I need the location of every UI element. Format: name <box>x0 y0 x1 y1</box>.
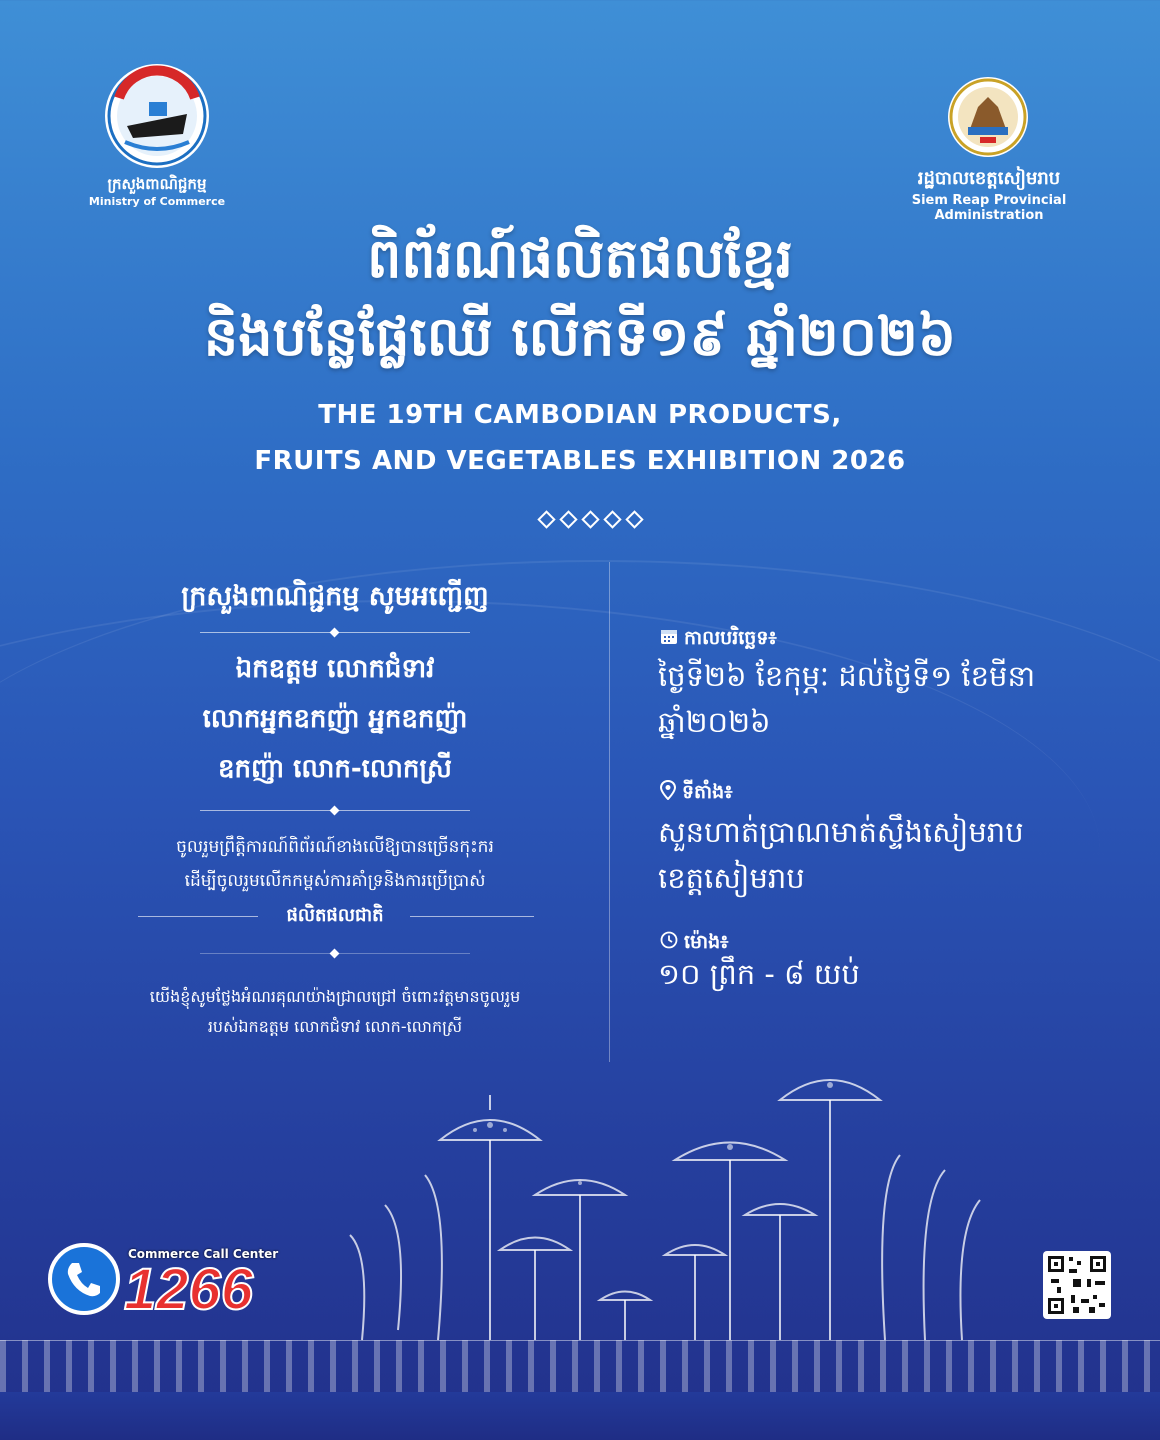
guests-line1: ឯកឧត្តម លោកជំទាវ <box>235 654 435 684</box>
call-center-number: 1266 <box>124 1257 254 1322</box>
siem-reap-logo <box>948 77 1028 157</box>
ministry-caption-en: Ministry of Commerce <box>88 195 226 208</box>
phone-icon <box>48 1243 120 1315</box>
date-line1: ថ្ងៃទី២៦ ខែកុម្ភៈ ដល់ថ្ងៃទី១ ខែមីនា <box>658 659 1036 693</box>
invitation-heading: ក្រសួងពាណិជ្ជកម្ម សូមអញ្ជើញ <box>181 581 489 612</box>
siem-reap-caption-en: Siem Reap Provincial Administration <box>911 193 1067 223</box>
date-label: កាលបរិច្ឆេទ៖ <box>684 627 777 649</box>
thanks-line1: យើងខ្ញុំសូមថ្លែងអំណរគុណយ៉ាងជ្រាលជ្រៅ ចំពោះវត្តមានចូលរួម <box>149 987 521 1006</box>
call-center-label: Commerce Call Center <box>128 1247 279 1261</box>
footer-band <box>0 1392 1160 1440</box>
location-label-row <box>660 780 733 808</box>
guests-line2: លោកអ្នកឧកញ៉ា អ្នកឧកញ៉ា <box>202 704 468 734</box>
thanks-line2: របស់ឯកឧត្តម លោកជំទាវ លោក-លោកស្រី <box>207 1017 463 1036</box>
time-value: ១០ ព្រឹក - ៨ យប់ <box>658 957 860 991</box>
location-line2: ខេត្តសៀមរាប <box>658 861 805 895</box>
highlight-national-products: ផលិតផលជាតិ <box>286 905 384 926</box>
ministry-logo <box>105 64 209 168</box>
date-label-row <box>660 626 777 654</box>
calendar-icon <box>660 627 678 650</box>
location-label: ទីតាំង៖ <box>682 781 733 803</box>
column-divider <box>609 562 610 1062</box>
title-km-line2: និងបន្លែផ្លែឈើ លើកទី១៩ ឆ្នាំ២០២៦ <box>203 305 957 368</box>
location-pin-icon <box>660 780 676 805</box>
body-line1: ចូលរួមព្រឹត្តិការណ៍ពិព័រណ៍ខាងលើឱ្យបានច្រើនកុះករ <box>176 837 494 857</box>
time-label: ម៉ោង៖ <box>684 931 729 953</box>
divider <box>200 953 470 954</box>
divider <box>410 916 534 917</box>
siem-reap-caption-km: រដ្ឋបាលខេត្តសៀមរាប <box>917 168 1061 189</box>
title-km-line1: ពិព័រណ៍ផលិតផលខ្មែរ <box>367 227 793 290</box>
body-line2: ដើម្បីចូលរួមលើកកម្ពស់ការគាំទ្រនិងការប្រើប្រាស់ <box>184 871 486 891</box>
date-line2: ឆ្នាំ២០២៦ <box>658 705 771 739</box>
clock-icon <box>660 931 678 954</box>
guests-line3: ឧកញ៉ា លោក-លោកស្រី <box>218 754 452 784</box>
title-en-line1: THE 19TH CAMBODIAN PRODUCTS, <box>318 400 842 430</box>
qr-code[interactable] <box>1043 1251 1111 1319</box>
diamond-ornament <box>540 511 680 527</box>
parasol-decoration <box>340 1055 990 1345</box>
ministry-caption-km: ក្រសួងពាណិជ្ជកម្ម <box>107 175 207 193</box>
title-en-line2: FRUITS AND VEGETABLES EXHIBITION 2026 <box>254 446 906 476</box>
ornamental-border <box>0 1340 1160 1394</box>
location-line1: សួនហាត់ប្រាណមាត់ស្ទឹងសៀមរាប <box>658 815 1024 849</box>
